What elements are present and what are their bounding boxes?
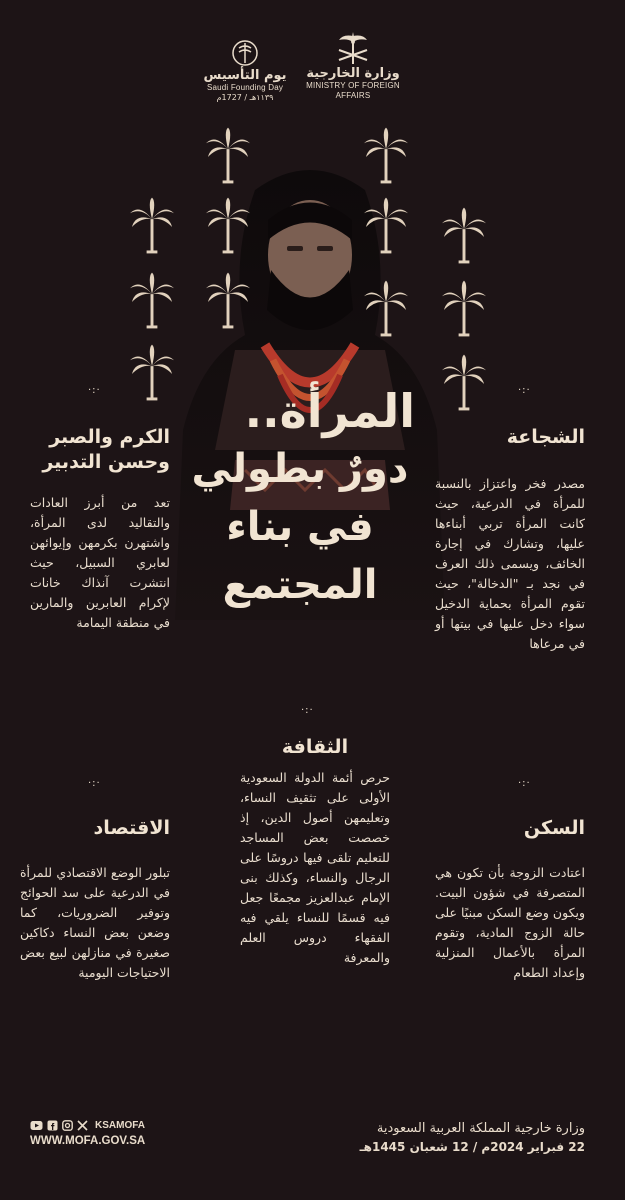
palm-icon (204, 195, 252, 255)
footer-date: 22 فبراير 2024م / 12 شعبان 1445هـ (359, 1140, 585, 1154)
footer-social (30, 1120, 145, 1147)
palm-icon (362, 195, 410, 255)
facebook-icon[interactable] (47, 1120, 58, 1131)
social-row (30, 1120, 145, 1131)
dots-ornament: ·:· (518, 778, 531, 789)
section-body: حرص أئمة الدولة السعودية الأولى على تثقيف النساء، وتعليمهن أصول الدين، إذ خصصت بعض المساجد للتعليم تلقى فيها دروسًا على الرجال والنساء، وكذلك بنى الإمام عبدالعزيز مجمعًا جعل فيه قسمًا للنساء يلقي فيه الفقهاء دروس العلم والمعرفة (240, 770, 390, 965)
section-heading: الكرم والصبر وحسن التدبير (42, 426, 170, 473)
emblem-icon (333, 30, 373, 66)
section-culture (240, 735, 390, 968)
instagram-icon[interactable] (62, 1120, 73, 1131)
founding-day-english: Saudi Founding Day (206, 83, 284, 92)
footer-info (360, 1120, 585, 1156)
section-heading: الاقتصاد (93, 817, 170, 839)
section-housing (435, 816, 585, 983)
palm-icon (362, 278, 410, 338)
section-heading: الثقافة (281, 736, 349, 758)
palm-icon (440, 352, 488, 412)
mofa-logo (298, 30, 408, 101)
title-line-3: في بناء (226, 504, 374, 550)
dots-ornament: ·:· (88, 385, 101, 396)
palm-icon (204, 270, 252, 330)
x-icon[interactable] (77, 1120, 88, 1131)
youtube-icon[interactable] (30, 1120, 43, 1131)
section-economy (20, 816, 170, 983)
section-body: تعد من أبرز العادات والتقاليد لدى المرأة، واشتهرن بكرمهن وإيوائهن لعابري السبيل، حيث انتشرت آنذاك خانات لإكرام العابرين والمارين في منطقة اليمامة (30, 495, 170, 630)
mofa-arabic-name: وزارة الخارجية (306, 66, 400, 81)
dots-ornament: ·:· (301, 705, 314, 716)
palm-icon (362, 125, 410, 185)
palm-icon (440, 205, 488, 265)
section-body: اعتادت الزوجة بأن تكون هي المتصرفة في شؤون البيت. ويكون وضع السكن مبنيًا على حالة الزوج المادية، وتقوم المرأة بالأعمال المنزلية وإعداد الطعام (435, 865, 585, 980)
founding-day-emblem-icon (230, 38, 260, 68)
title-line-1: المرأة.. (244, 384, 415, 438)
title-line-4: المجتمع (222, 562, 378, 608)
mofa-english-name: MINISTRY OF FOREIGN AFFAIRS (306, 81, 400, 100)
section-heading: السكن (523, 817, 585, 839)
palm-icon (128, 270, 176, 330)
founding-day-year: ١١٣٩هـ / 1727م (216, 93, 274, 102)
founding-day-arabic: يوم التأسيس (203, 68, 287, 83)
dots-ornament: ·:· (518, 385, 531, 396)
dots-ornament: ·:· (88, 778, 101, 789)
section-generosity (30, 425, 170, 633)
website-link[interactable]: WWW.MOFA.GOV.SA (30, 1135, 146, 1147)
footer-ministry: وزارة خارجية المملكة العربية السعودية (376, 1121, 585, 1136)
palm-icon (128, 342, 176, 402)
palm-icon (440, 278, 488, 338)
title-line-2: دورٌ بطولي (191, 446, 409, 492)
section-body: مصدر فخر واعتزاز بالنسبة للمرأة في الدرعية، حيث كانت المرأة تربي أبناءها عليها، وتشارك في إجارة الخائف، ويسمى ذلك العرف في نجد بـ "الدخالة"، حيث تقوم المرأة بحماية الدخيل سواء دخل عليها في بيتها أو في مرعاها (435, 476, 585, 651)
section-body: تبلور الوضع الاقتصادي للمرأة في الدرعية على سد الحوائج وتوفير الضروريات، كما وضعن بعض النساء دكاكين صغيرة في منازلهن لبيع بعض الاحتياجات اليومية (20, 865, 170, 980)
palm-icon (204, 125, 252, 185)
section-heading: الشجاعة (506, 426, 585, 448)
main-title (185, 382, 415, 614)
palm-icon (128, 195, 176, 255)
section-courage (435, 425, 585, 654)
founding-day-logo (200, 38, 290, 103)
social-handle[interactable]: KSAMOFA (95, 1120, 145, 1131)
